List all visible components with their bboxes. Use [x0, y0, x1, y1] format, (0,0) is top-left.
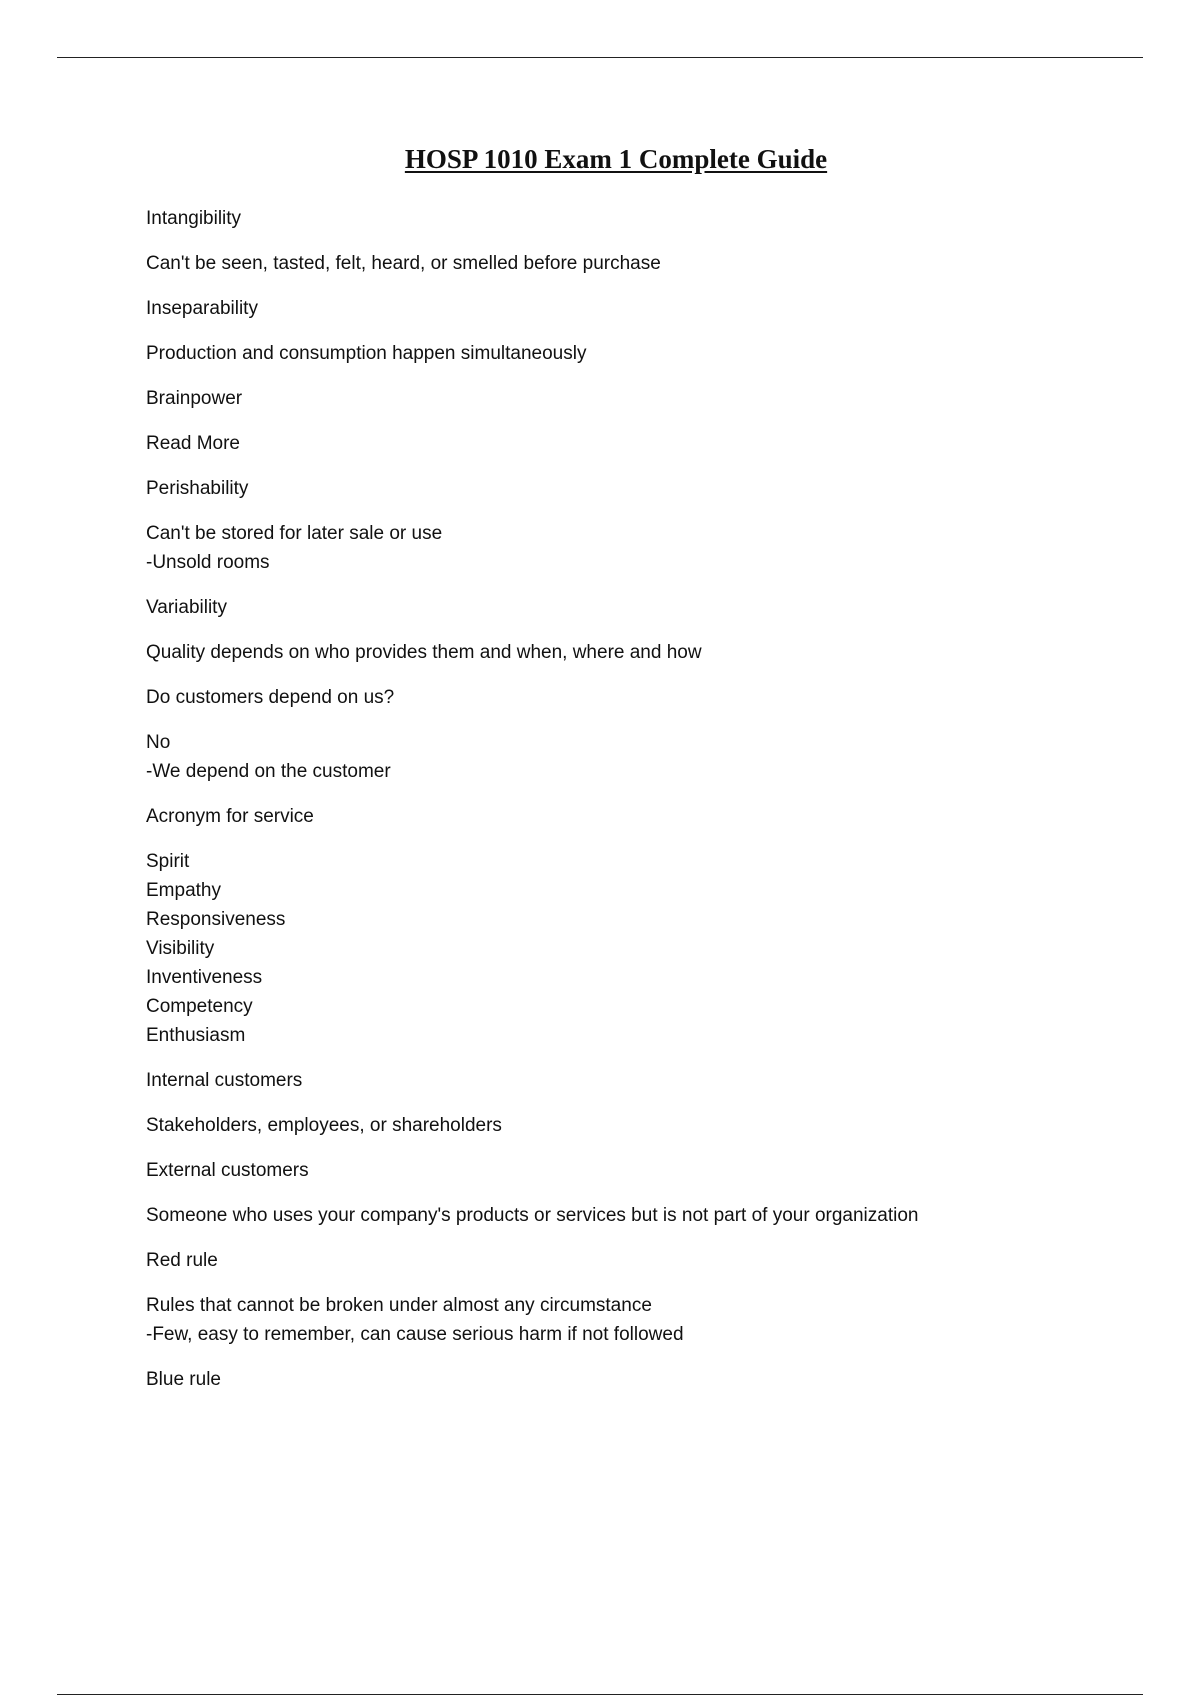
text-block — [146, 728, 1106, 786]
text-line: Quality depends on who provides them and when, where and how — [146, 642, 702, 663]
text-block — [146, 1201, 1106, 1230]
text-line: Blue rule — [146, 1369, 221, 1390]
text-block — [146, 1111, 1106, 1140]
text-line: Rules that cannot be broken under almost any circumstance — [146, 1295, 652, 1316]
text-block — [146, 847, 1106, 1050]
text-line: Read More — [146, 433, 240, 454]
text-line: -Unsold rooms — [146, 552, 270, 573]
text-line: Enthusiasm — [146, 1025, 246, 1046]
text-line: -We depend on the customer — [146, 761, 391, 782]
text-line: Intangibility — [146, 208, 242, 229]
text-line: Variability — [146, 597, 227, 618]
text-block — [146, 249, 1106, 278]
bottom-rule — [57, 1694, 1143, 1695]
document-title: HOSP 1010 Exam 1 Complete Guide — [404, 144, 828, 174]
text-line: Inseparability — [146, 298, 258, 319]
text-block — [146, 1291, 1106, 1349]
text-line: Spirit — [146, 851, 190, 872]
text-line: External customers — [146, 1160, 309, 1181]
text-line: Red rule — [146, 1250, 218, 1271]
text-line: Do customers depend on us? — [146, 687, 395, 708]
text-block — [146, 339, 1106, 368]
text-line: Competency — [146, 996, 253, 1017]
text-line: Can't be stored for later sale or use — [146, 523, 443, 544]
text-block — [146, 384, 1106, 413]
text-line: Inventiveness — [146, 967, 263, 988]
text-line: Internal customers — [146, 1070, 303, 1091]
text-block — [146, 204, 1106, 233]
text-block — [146, 519, 1106, 577]
text-line: Stakeholders, employees, or shareholders — [146, 1115, 502, 1136]
text-line: Can't be seen, tasted, felt, heard, or smelled before purchase — [146, 253, 661, 274]
text-line: Visibility — [146, 938, 215, 959]
text-line: Acronym for service — [146, 806, 314, 827]
text-block — [146, 294, 1106, 323]
text-block — [146, 1066, 1106, 1095]
text-block — [146, 429, 1106, 458]
text-block — [146, 474, 1106, 503]
text-line: Production and consumption happen simultaneously — [146, 343, 587, 364]
text-block — [146, 638, 1106, 667]
text-line: Responsiveness — [146, 909, 286, 930]
text-block — [146, 593, 1106, 622]
text-block — [146, 802, 1106, 831]
text-line: Perishability — [146, 478, 249, 499]
text-block — [146, 683, 1106, 712]
top-rule — [57, 57, 1143, 58]
text-block — [146, 1365, 1106, 1394]
text-line: Someone who uses your company's products or services but is not part of your organization — [146, 1205, 919, 1226]
document-body — [146, 204, 1106, 1410]
text-line: Empathy — [146, 880, 221, 901]
text-line: No — [146, 732, 171, 753]
text-block — [146, 1156, 1106, 1185]
text-block — [146, 1246, 1106, 1275]
text-line: -Few, easy to remember, can cause serious harm if not followed — [146, 1324, 684, 1345]
text-line: Brainpower — [146, 388, 243, 409]
